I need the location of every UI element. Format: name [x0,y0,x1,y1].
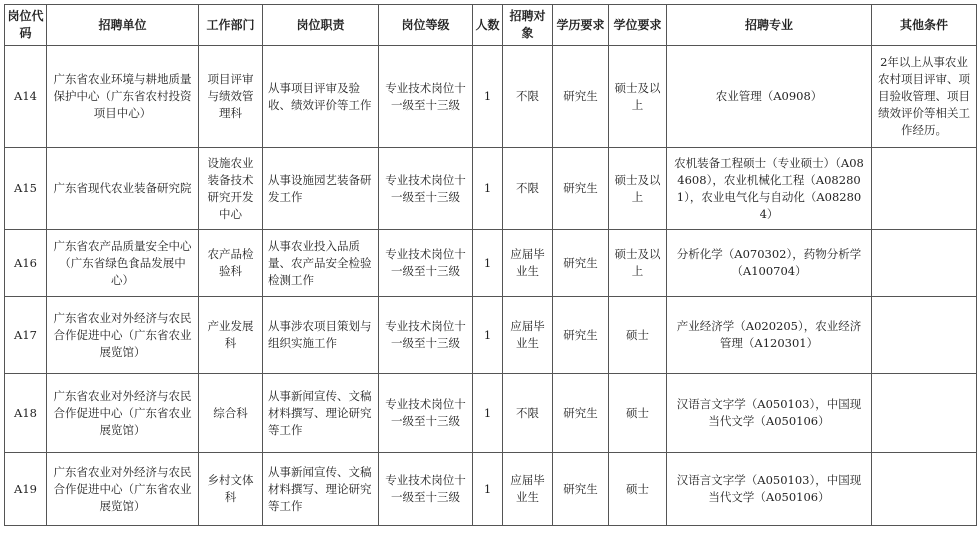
cell-count: 1 [473,453,503,526]
cell-code: A18 [5,374,47,453]
cell-code: A17 [5,297,47,374]
cell-dept: 项目评审与绩效管理科 [199,46,263,148]
cell-level: 专业技术岗位十一级至十三级 [379,230,473,297]
cell-count: 1 [473,374,503,453]
header-unit: 招聘单位 [47,5,199,46]
header-degree: 学位要求 [609,5,667,46]
cell-unit: 广东省现代农业装备研究院 [47,148,199,230]
cell-major: 农业管理（A0908） [667,46,872,148]
cell-other [872,374,977,453]
cell-edu: 研究生 [553,453,609,526]
cell-dept: 产业发展科 [199,297,263,374]
cell-target: 应届毕业生 [503,453,553,526]
cell-duty: 从事新闻宣传、文稿材料撰写、理论研究等工作 [263,453,379,526]
cell-code: A16 [5,230,47,297]
cell-target: 不限 [503,46,553,148]
header-code: 岗位代码 [5,5,47,46]
cell-target: 不限 [503,374,553,453]
cell-target: 应届毕业生 [503,230,553,297]
cell-major: 产业经济学（A020205），农业经济管理（A120301） [667,297,872,374]
table-row [5,148,977,230]
table-row [5,297,977,374]
header-dept: 工作部门 [199,5,263,46]
cell-duty: 从事设施园艺装备研发工作 [263,148,379,230]
table-row [5,230,977,297]
cell-dept: 乡村文体科 [199,453,263,526]
cell-dept: 农产品检验科 [199,230,263,297]
cell-edu: 研究生 [553,148,609,230]
cell-degree: 硕士 [609,297,667,374]
cell-degree: 硕士 [609,453,667,526]
cell-duty: 从事项目评审及验收、绩效评价等工作 [263,46,379,148]
cell-unit: 广东省农业对外经济与农民合作促进中心（广东省农业展览馆） [47,453,199,526]
cell-duty: 从事农业投入品质量、农产品安全检验检测工作 [263,230,379,297]
cell-degree: 硕士及以上 [609,230,667,297]
header-level: 岗位等级 [379,5,473,46]
cell-other: 2年以上从事农业农村项目评审、项目验收管理、项目绩效评价等相关工作经历。 [872,46,977,148]
cell-level: 专业技术岗位十一级至十三级 [379,148,473,230]
cell-other [872,230,977,297]
cell-other [872,297,977,374]
cell-code: A14 [5,46,47,148]
cell-level: 专业技术岗位十一级至十三级 [379,297,473,374]
header-other: 其他条件 [872,5,977,46]
cell-target: 应届毕业生 [503,297,553,374]
header-duty: 岗位职责 [263,5,379,46]
cell-target: 不限 [503,148,553,230]
cell-unit: 广东省农业对外经济与农民合作促进中心（广东省农业展览馆） [47,297,199,374]
cell-duty: 从事涉农项目策划与组织实施工作 [263,297,379,374]
table-row [5,46,977,148]
cell-other [872,148,977,230]
header-edu: 学历要求 [553,5,609,46]
cell-major: 汉语言文字学（A050103），中国现当代文学（A050106） [667,453,872,526]
cell-count: 1 [473,230,503,297]
cell-major: 农机装备工程硕士（专业硕士）（A084608），农业机械化工程（A082801），农业电气化与自动化（A082804） [667,148,872,230]
cell-duty: 从事新闻宣传、文稿材料撰写、理论研究等工作 [263,374,379,453]
cell-major: 汉语言文字学（A050103），中国现当代文学（A050106） [667,374,872,453]
table-row [5,374,977,453]
header-row [5,5,977,46]
cell-unit: 广东省农产品质量安全中心（广东省绿色食品发展中心） [47,230,199,297]
header-major: 招聘专业 [667,5,872,46]
header-count: 人数 [473,5,503,46]
cell-dept: 综合科 [199,374,263,453]
header-target: 招聘对象 [503,5,553,46]
cell-major: 分析化学（A070302），药物分析学（A100704） [667,230,872,297]
cell-degree: 硕士及以上 [609,46,667,148]
cell-level: 专业技术岗位十一级至十三级 [379,374,473,453]
cell-code: A15 [5,148,47,230]
cell-other [872,453,977,526]
cell-code: A19 [5,453,47,526]
cell-edu: 研究生 [553,297,609,374]
cell-count: 1 [473,297,503,374]
cell-unit: 广东省农业对外经济与农民合作促进中心（广东省农业展览馆） [47,374,199,453]
cell-unit: 广东省农业环境与耕地质量保护中心（广东省农村投资项目中心） [47,46,199,148]
cell-level: 专业技术岗位十一级至十三级 [379,46,473,148]
cell-count: 1 [473,46,503,148]
cell-degree: 硕士 [609,374,667,453]
cell-dept: 设施农业装备技术研究开发中心 [199,148,263,230]
cell-edu: 研究生 [553,230,609,297]
cell-edu: 研究生 [553,46,609,148]
cell-degree: 硕士及以上 [609,148,667,230]
cell-count: 1 [473,148,503,230]
recruitment-table [4,4,977,526]
cell-level: 专业技术岗位十一级至十三级 [379,453,473,526]
table-row [5,453,977,526]
cell-edu: 研究生 [553,374,609,453]
